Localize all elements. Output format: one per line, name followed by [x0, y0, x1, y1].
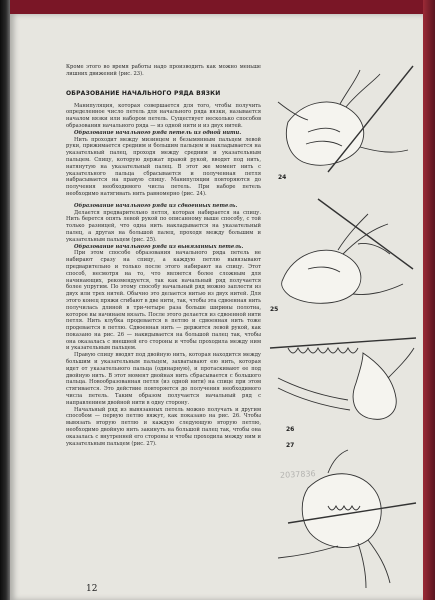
- paragraph-4: При этом способе образования начального ряда петель не набирают сразу на спицу, а каждую петлю вывязывают предварительно и только после этого набирают на спицу. Этот способ, несмотря на то, что является более сложным для начинающих, рекомендуется, так как начальный ряд получается более упругим. По этому способу начальный ряд можно заплести из двух или трех нитей. Обычно это делается нитью из двух нитей. Для этого конец пряжи сгибают в две нити, так, чтобы эта сдвоенная нить получилась длиной в три-четыре раза больше ширины полотна, которое вы начинаем вязать. После этого делается из сдвоенной нити петля. Нить клубка продевается в петлю и сдвоенная нить тоже продевается в петлю. Сдвоенная нить — держится левой рукой, как показано на рис. 26 — накидывается на большой палец так, чтобы она оказалась с внешней его стороны и чтобы проходила между ним и указательным пальцем.: [66, 250, 261, 352]
- page-number: 12: [86, 584, 98, 594]
- subheading-knitted-loops: Образование начального ряда из вывязанных петель.: [74, 243, 244, 250]
- paragraph-5: Правую спицу вводят под двойную нить, которая находится между большим и указательным пальцем, захватывают ею нить, которая идет от указательного пальца (одинарную), и протаскивают ее под двойную нить. В этот момент двойная нить сбрасывается с большого пальца. Новообразованная петля (из одной нити) на спице при этом стягивается. Это действие повторяется до получения необходимого числа петель. Таким образом получается начальный ряд с направлением двойной нити в одну сторону.: [66, 352, 261, 406]
- text-column: [66, 64, 261, 447]
- subheading-double-loops: Образование начального ряда из сдвоенных петель.: [74, 202, 238, 209]
- knitting-hand-illustration-26: [268, 318, 418, 430]
- figure-26: [268, 318, 418, 436]
- paragraph-1: Манипуляция, которая совершается для того, чтобы получить определенное число петель для начального ряда вязки, называется началом вязки или набором петель. Существует несколько способов образования начального ряда — из одной нити и из двух нитей.: [66, 102, 261, 129]
- book-cover-right: [423, 0, 435, 600]
- figure-number: 24: [278, 174, 287, 181]
- book-page: [10, 14, 423, 600]
- figure-number: 27: [286, 442, 295, 449]
- knitting-hand-illustration-25: [268, 184, 418, 309]
- figure-number: 25: [270, 306, 279, 313]
- paragraph-6: Начальный ряд из вывязанных петель можно получать и другим способом — первую петлю вяжут, как показано на рис. 26. Чтобы вывязать вторую петлю и каждую следующую вторую петлю, необходимо двойную нить закинуть на большой палец так, чтобы она оказалась с внутренней его стороны и чтобы проходила между ним и указательным пальцем (рис. 27).: [66, 406, 261, 447]
- figure-27: [268, 442, 418, 592]
- paragraph-3: Делается предварительно петля, которая набирается на спицу. Нить берется опять левой рукой по описанному выше способу, с той только разницей, что одна нить накладывается на указательный палец, а другая на большой палец, проходя между большим и указательным пальцем (рис. 25).: [66, 209, 261, 243]
- watermark: 2037836: [279, 469, 316, 480]
- paragraph-2: Нить проходит между мизинцем и безымянным пальцем левой руки, прижимается средним и большим пальцем и накладывается на указательный палец, проходя между средним и указательным пальцем. Спицу, которую держат правой рукой, вводят под нить, натянутую на указательный палец. В этот же момент нить с указательного пальца сбрасывается и полученная петля набрасывается на правую спицу. Манипуляции повторяются до получения необходимого числа петель. При наборе петель необходимо натягивать нить равномерно (рис. 24).: [66, 136, 261, 197]
- intro-paragraph: Кроме этого во время работы надо производить как можно меньше лишних движений (рис. 23).: [66, 64, 261, 77]
- knitting-hand-illustration-24: [268, 62, 418, 180]
- section-heading: ОБРАЗОВАНИЕ НАЧАЛЬНОГО РЯДА ВЯЗКИ: [66, 89, 221, 97]
- figure-24: [268, 62, 418, 180]
- figure-25: [268, 184, 418, 314]
- subheading-one-thread: Образование начального ряда петель из одной нити.: [74, 129, 242, 136]
- figures-column: [268, 62, 418, 592]
- book-spine-shadow: [0, 0, 10, 600]
- figure-number: 26: [286, 426, 295, 433]
